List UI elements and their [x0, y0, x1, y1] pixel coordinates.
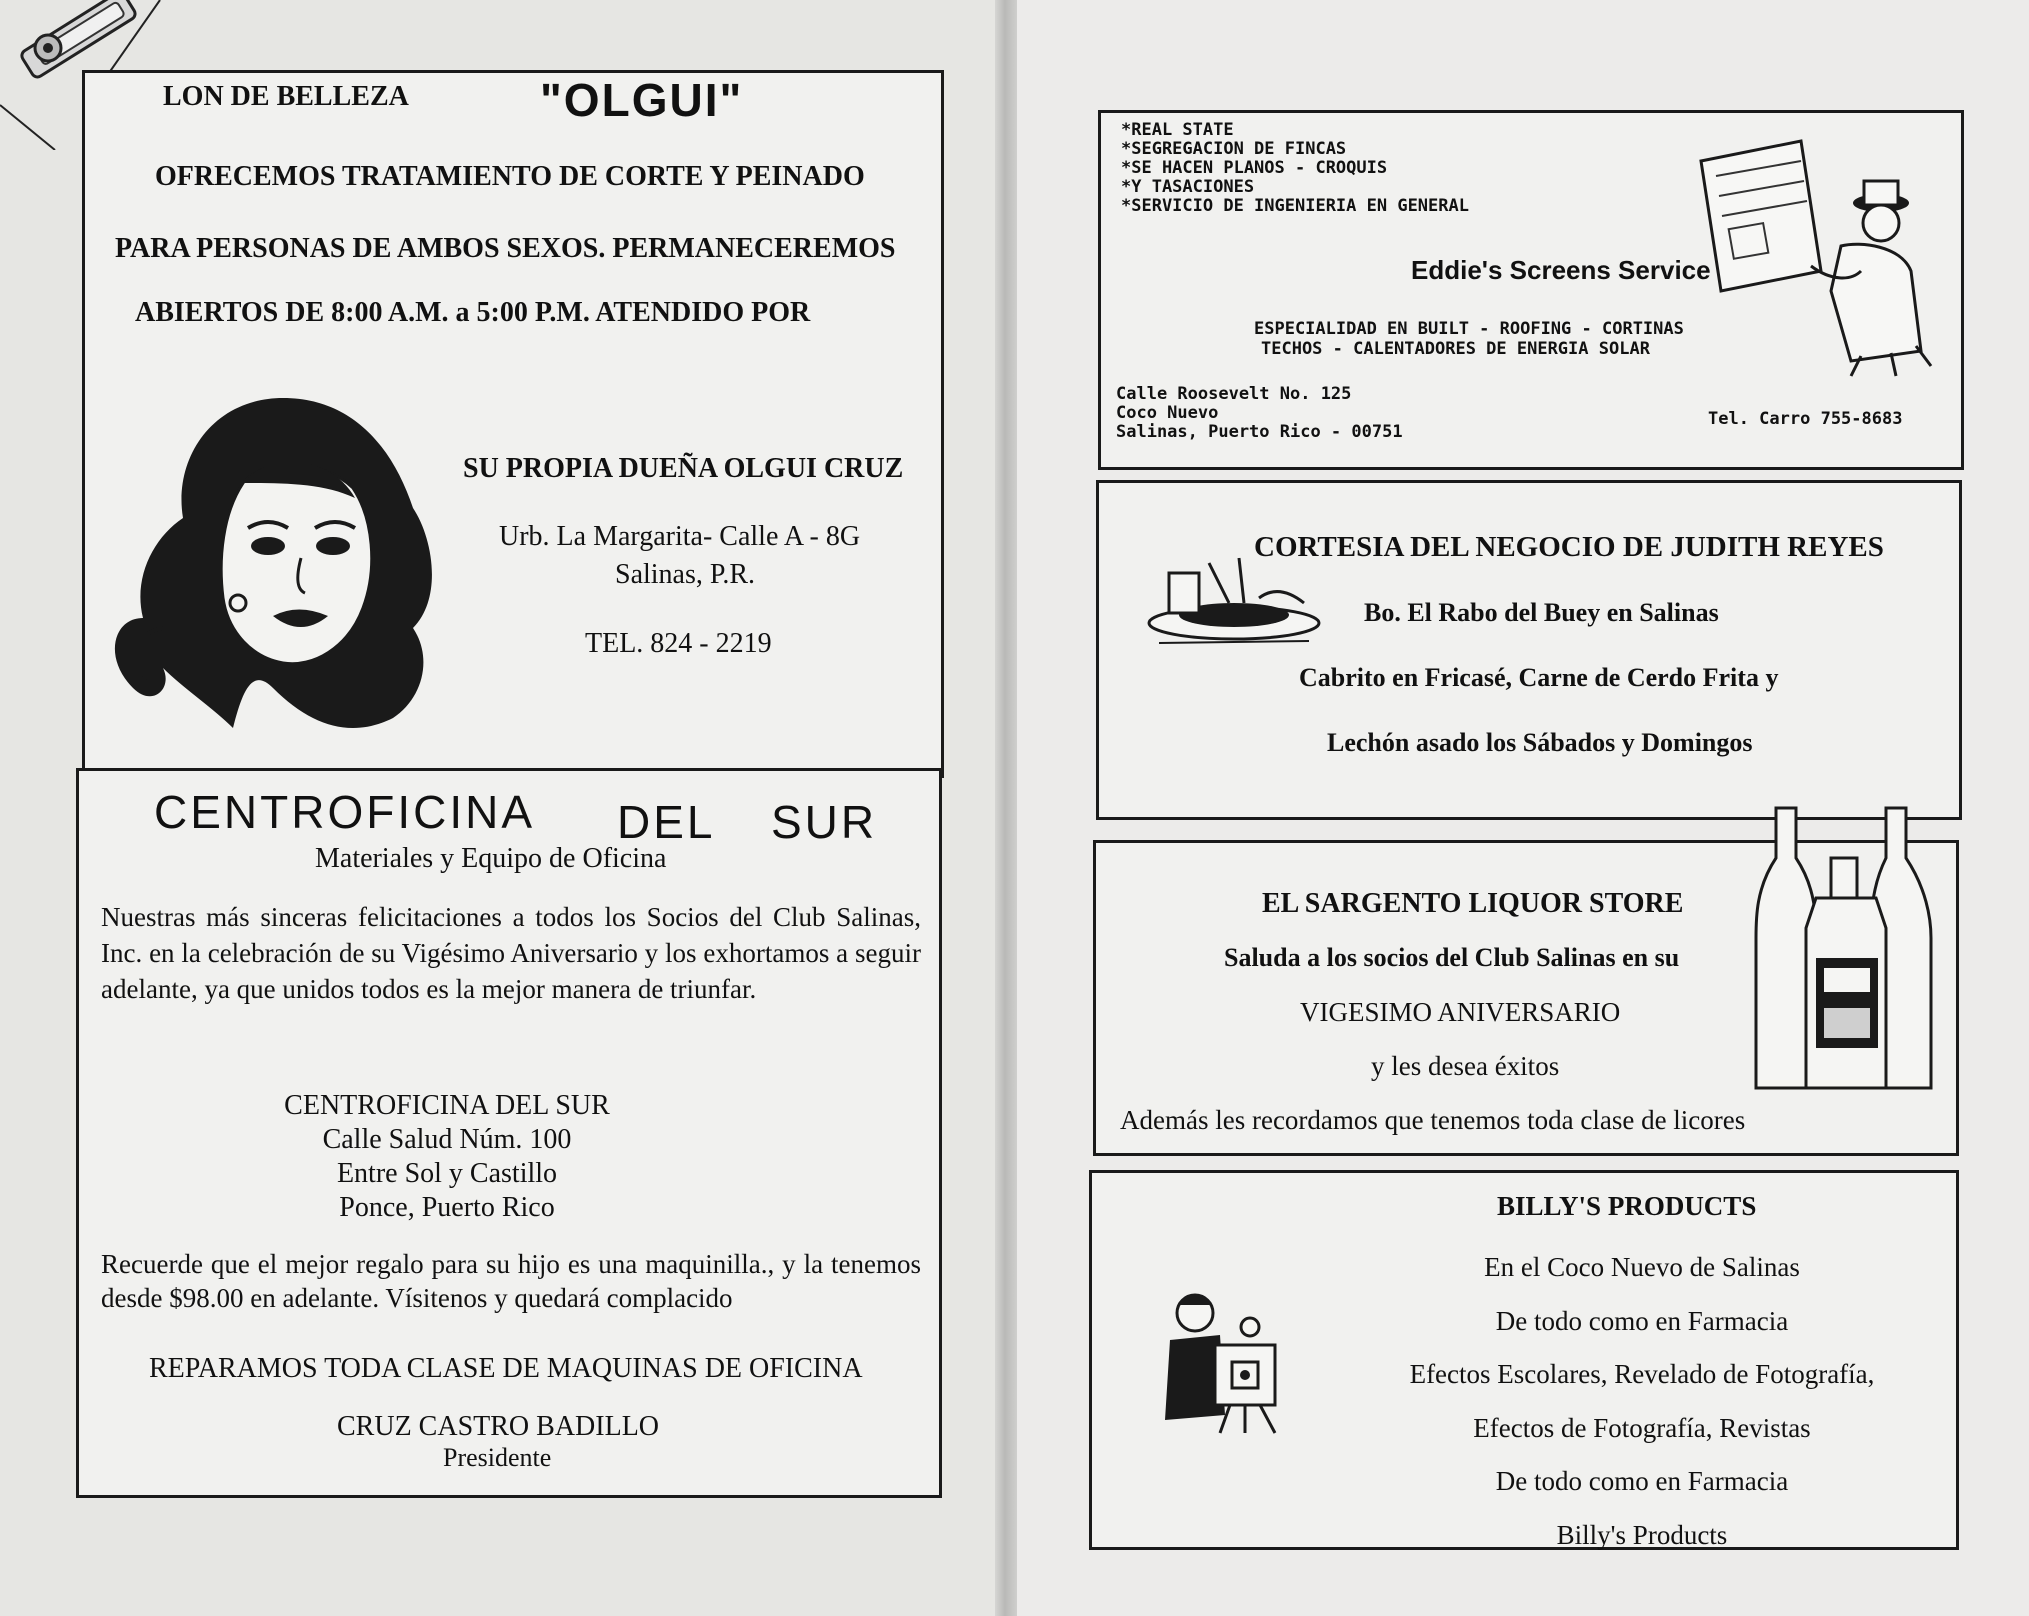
eddies-address-2: Coco Nuevo — [1116, 403, 1219, 423]
sargento-line-4: Además les recordamos que tenemos toda clase de licores — [1120, 1105, 1746, 1135]
eddies-service-2: *SEGREGACION DE FINCAS — [1121, 139, 1347, 159]
eddies-phone: Tel. Carro 755-8683 — [1708, 409, 1903, 429]
olgui-line-3: ABIERTOS DE 8:00 A.M. a 5:00 P.M. ATENDIDO POR — [135, 297, 811, 328]
centroficina-address — [79, 1089, 945, 1225]
sargento-title: EL SARGENTO LIQUOR STORE — [1262, 888, 1684, 919]
billys-ad — [1089, 1170, 1959, 1550]
eddies-services-list — [1121, 121, 1469, 216]
olgui-line-1: OFRECEMOS TRATAMIENTO DE CORTE Y PEINADO — [155, 161, 865, 192]
billys-title: BILLY'S PRODUCTS — [1497, 1191, 1757, 1221]
eddies-service-5: *SERVICIO DE INGENIERIA EN GENERAL — [1121, 196, 1469, 216]
olgui-owner: SU PROPIA DUEÑA OLGUI CRUZ — [463, 453, 904, 484]
centroficina-address-line-1: Calle Salud Núm. 100 — [322, 1124, 572, 1155]
centroficina-title-c: SUR — [771, 796, 878, 848]
judith-line-1: Bo. El Rabo del Buey en Salinas — [1364, 598, 1719, 627]
billys-line-2: De todo como en Farmacia — [1495, 1305, 1789, 1336]
eddies-address — [1116, 385, 1403, 442]
liquor-bottles-icon — [1746, 798, 1946, 1098]
olgui-header-name: "OLGUI" — [540, 74, 744, 126]
eddies-specialty-1: ESPECIALIDAD EN BUILT - ROOFING - CORTINAS — [1254, 319, 1684, 339]
judith-line-3: Lechón asado los Sábados y Domingos — [1327, 728, 1753, 757]
olgui-phone: TEL. 824 - 2219 — [585, 628, 772, 659]
woman-portrait-icon — [93, 388, 523, 748]
man-reading-newspaper-icon — [1691, 131, 1941, 381]
eddies-service-3: *SE HACEN PLANOS - CROQUIS — [1121, 158, 1388, 178]
olgui-ad — [82, 70, 944, 778]
centroficina-message: Nuestras más sinceras felicitaciones a todos los Socios del Club Salinas, Inc. en la celebración de su Vigésimo Aniversario y los exhortamos a seguir adelante, ya que unidos todos es la mejor manera de triunfar. — [101, 902, 921, 1004]
eddies-service-1: *REAL STATE — [1121, 120, 1234, 140]
centroficina-address-line-2: Entre Sol y Castillo — [336, 1158, 558, 1189]
olgui-address-1: Urb. La Margarita- Calle A - 8G — [499, 521, 861, 552]
olgui-line-2: PARA PERSONAS DE AMBOS SEXOS. PERMANECEREMOS — [115, 233, 896, 264]
centroficina-signer-title: Presidente — [443, 1443, 552, 1472]
centroficina-repair: REPARAMOS TODA CLASE DE MAQUINAS DE OFICINA — [149, 1353, 863, 1384]
centroficina-subtitle: Materiales y Equipo de Oficina — [315, 843, 667, 874]
billys-line-1: En el Coco Nuevo de Salinas — [1484, 1252, 1800, 1282]
sargento-ad — [1093, 840, 1959, 1156]
billys-line-5: De todo como en Farmacia — [1495, 1466, 1789, 1496]
centroficina-reminder: Recuerde que el mejor regalo para su hijo es una maquinilla., y la tenemos desde $98.00 en adelante. Vísitenos y quedará complacido — [101, 1249, 921, 1313]
centroficina-ad — [76, 768, 942, 1498]
olgui-address-2: Salinas, P.R. — [615, 559, 756, 590]
sargento-line-1: Saluda a los socios del Club Salinas en su — [1224, 943, 1680, 972]
food-plate-icon — [1139, 543, 1329, 663]
page-gutter — [995, 0, 1017, 1616]
billys-line-6: Billy's Products — [1556, 1519, 1728, 1550]
eddies-specialty-2: TECHOS - CALENTADORES DE ENERGIA SOLAR — [1261, 339, 1650, 359]
centroficina-title-b: DEL — [617, 796, 716, 848]
judith-title: CORTESIA DEL NEGOCIO DE JUDITH REYES — [1254, 531, 1884, 563]
judith-line-2: Cabrito en Fricasé, Carne de Cerdo Frita y — [1299, 663, 1779, 692]
billys-line-4: Efectos de Fotografía, Revistas — [1473, 1412, 1811, 1443]
billys-lines — [1352, 1241, 1932, 1562]
judith-ad — [1096, 480, 1962, 820]
centroficina-title-a: CENTROFICINA — [154, 786, 535, 838]
centroficina-signer: CRUZ CASTRO BADILLO — [337, 1411, 660, 1442]
eddies-name: Eddie's Screens Service — [1411, 255, 1711, 285]
eddies-address-1: Calle Roosevelt No. 125 — [1116, 384, 1352, 404]
eddies-address-3: Salinas, Puerto Rico - 00751 — [1116, 422, 1403, 442]
centroficina-address-line-3: Ponce, Puerto Rico — [339, 1192, 555, 1223]
photographer-camera-icon — [1150, 1285, 1300, 1435]
eddies-service-4: *Y TASACIONES — [1121, 177, 1255, 197]
olgui-header-left: LON DE BELLEZA — [163, 81, 409, 112]
sargento-line-2: VIGESIMO ANIVERSARIO — [1300, 997, 1621, 1027]
billys-line-3: Efectos Escolares, Revelado de Fotografía, — [1409, 1359, 1875, 1389]
eddies-ad — [1098, 110, 1964, 470]
centroficina-address-name: CENTROFICINA DEL SUR — [284, 1090, 610, 1121]
sargento-line-3: y les desea éxitos — [1371, 1051, 1560, 1081]
